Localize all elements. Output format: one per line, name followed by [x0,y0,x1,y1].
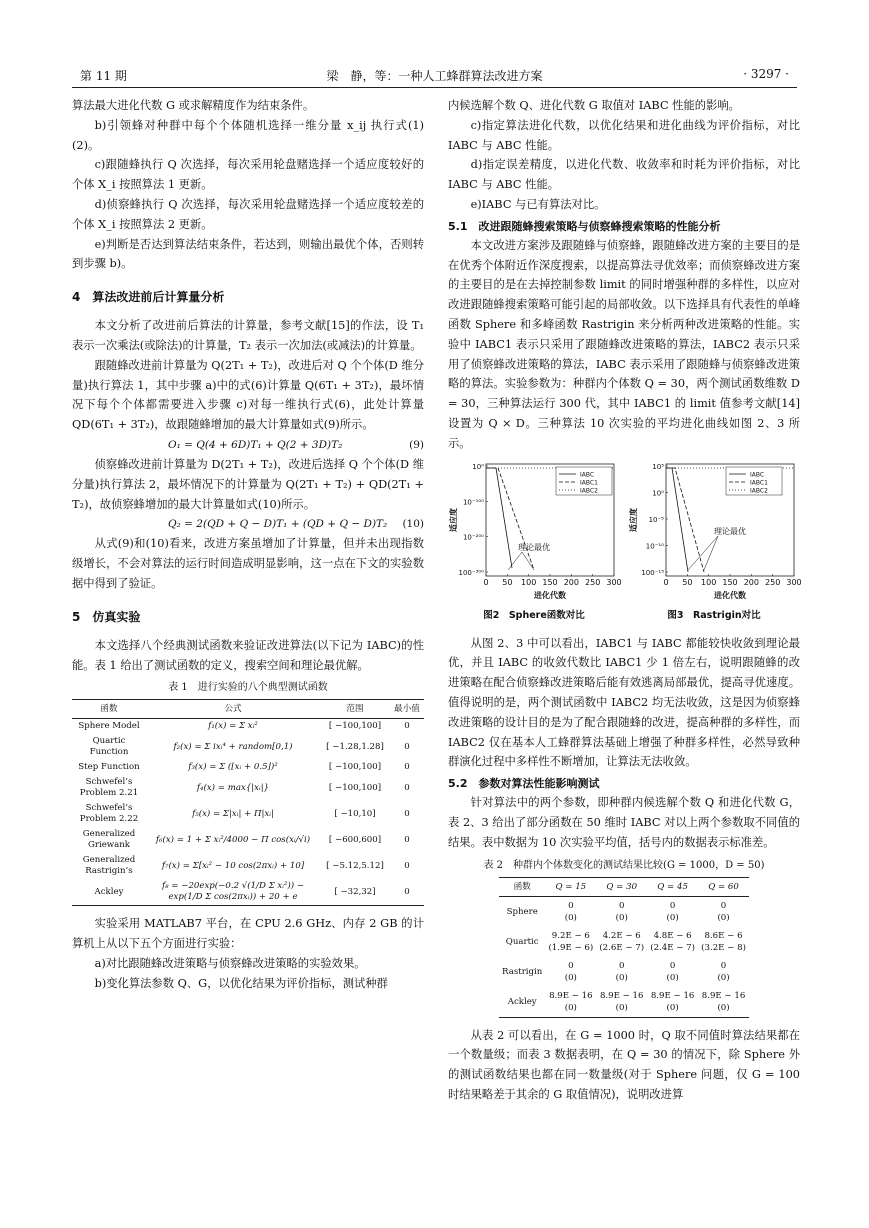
table-header: Q = 60 [698,877,749,896]
stddev: (0) [666,972,679,983]
value: 0 [669,900,676,911]
subsection-heading: 5.1 改进跟随蜂搜索策略与侦察蜂搜索策略的性能分析 [448,219,721,233]
cell-value [545,896,596,927]
section-heading: 4 算法改进前后计算量分析 [72,290,225,305]
series-line-iabc [486,468,512,568]
figure-caption: 图3 Rastrigin对比 [667,609,761,621]
value: 0 [618,960,625,971]
paragraph: b)引领蜂对种群中每个个体随机选择一维分量 x_ij 执行式(1)(2)。 [72,118,424,152]
stddev: (0) [717,1002,730,1013]
cell-formula: f₃(x) = Σ (⌊xᵢ + 0.5⌋)² [188,762,278,773]
left-column [72,96,424,994]
cell-name: Generalized Rastrigin’s [82,855,136,877]
y-tick-label: 100⁻³⁰⁰ [458,568,484,577]
value: 4.8E − 6 [653,930,692,941]
table-2 [499,877,749,1018]
cell-range: [ −1.28,1.28] [326,741,384,752]
table-row [72,760,424,775]
cell-value [698,927,749,957]
cell-value [647,957,698,987]
table-header: 公式 [146,700,320,719]
figure-3 [628,458,800,628]
stddev: (0) [564,972,577,983]
paragraph: 从表 2 可以看出，在 G = 1000 时，Q 取不同值时算法结果都在一个数量级；而表 3 数据表明，在 Q = 30 的情况下，除 Sphere 外的测试函数结果也都在同一数量级(对于 Sphere 问题，仅 G = 100 时结果略差于其余的 G 取值情况)，说明改进算 [448,1028,800,1101]
cell-min: 0 [390,879,424,906]
cell-value [596,896,647,927]
value: 0 [720,900,727,911]
table-header: Q = 45 [647,877,698,896]
cell-name: Schwefel’s Problem 2.22 [79,803,139,825]
stddev: (1.9E − 6) [548,942,594,953]
value: 0 [720,960,727,971]
cell-formula: f₅(x) = Σ|xᵢ| + Π|xᵢ| [192,808,274,819]
value: 0 [618,900,625,911]
cell-name: Generalized Griewank [82,829,136,851]
cell-value [647,987,698,1018]
y-tick-label: 10⁵ [652,462,664,471]
table-header: 函数 [499,877,545,896]
cell-value [596,927,647,957]
cell-value [698,896,749,927]
table-1-caption: 表 1 进行实验的八个典型测试函数 [168,682,328,694]
equation-body: Q₂ = 2(QD + Q − D)T₁ + (QD + Q − D)T₂ [168,518,388,531]
annotation-arrow [688,536,718,570]
y-axis-label: 适应度 [449,507,458,532]
series-line-iabc [666,468,688,572]
paragraph: 算法最大进化代数 G 或求解精度作为结束条件。 [72,99,315,112]
y-tick-label: 10⁰ [472,462,484,471]
x-tick-label: 100 [701,577,717,587]
equation-10 [72,514,424,534]
cell-formula: f₄(x) = max{|xᵢ|} [196,782,270,793]
cell-name: Step Function [78,762,140,773]
table-header: Q = 15 [545,877,596,896]
x-tick-label: 150 [542,577,558,587]
value: 9.2E − 6 [551,930,590,941]
table-row [72,719,424,735]
cell-value [545,927,596,957]
cell-name: Sphere Model [78,721,140,732]
value: 0 [568,900,574,911]
cell-name: Sphere [506,906,538,917]
table-header: 函数 [72,700,146,719]
paragraph: a)对比跟随蜂改进策略与侦察蜂改进策略的实验效果。 [94,956,366,970]
x-axis-label: 进化代数 [714,590,746,600]
annotation-label: 理论最优 [714,526,746,536]
y-tick-label: 10⁻¹⁰ [645,542,664,551]
sphere-chart [448,458,620,606]
value: 8.9E − 16 [650,990,695,1001]
stddev: (0) [564,912,577,923]
annotation-arrow [704,536,718,570]
stddev: (0) [615,1002,628,1013]
legend-label: IABC1 [750,479,768,487]
y-tick-label: 10⁻²⁰⁰ [462,533,484,542]
equation-body: O₁ = Q(4 + 6D)T₁ + Q(2 + 3D)T₂ [168,438,343,451]
running-header [72,63,797,88]
cell-min: 0 [404,860,410,871]
table-row [499,896,749,927]
table-row [72,801,424,827]
section-heading: 5 仿真实验 [72,609,141,624]
legend-label: IABC2 [580,487,598,495]
paragraph: c)指定算法进化代数，以优化结果和进化曲线为评价指标，对比 IABC 与 ABC 性能。 [448,118,800,152]
cell-min: 0 [404,741,410,752]
table-row [72,775,424,801]
cell-value [545,987,596,1018]
paragraph: d)侦察蜂执行 Q 次选择，每次采用轮盘赌选择一个适应度较差的个体 X_i 按照算法 2 更新。 [72,197,424,231]
page-number: · 3297 · [743,67,789,81]
x-tick-label: 50 [682,577,693,587]
issue-number: 第 11 期 [80,69,127,83]
cell-range: [ −10,10] [334,808,376,819]
cell-name: Ackley [499,987,545,1018]
cell-name: Quartic [505,936,539,947]
cell-formula: f₇(x) = Σ[xᵢ² − 10 cos(2πxᵢ) + 10] [161,860,305,871]
x-tick-label: 100 [521,577,537,587]
equation-number: (9) [409,438,424,451]
value: 8.9E − 16 [599,990,644,1001]
x-tick-label: 150 [722,577,738,587]
cell-value [647,896,698,927]
cell-range: [ −100,100] [328,721,382,732]
rastrigin-chart [628,458,800,606]
stddev: (0) [666,912,679,923]
table-row [499,927,749,957]
paragraph: d)指定误差精度，以进化代数、收敛率和时耗为评价指标，对比 IABC 与 ABC 性能。 [448,158,800,192]
x-tick-label: 0 [663,577,669,587]
table-2-caption: 表 2 种群内个体数变化的测试结果比较(G = 1000，D = 50) [483,859,765,871]
equation-9 [72,435,424,455]
equation-number: (10) [402,518,424,531]
cell-min: 0 [404,762,410,773]
series-line-iabc1 [666,468,704,572]
cell-formula: f₈ = −20exp(−0.2 √(1/D Σ xᵢ²)) − exp(1/D Σ cos(2πxᵢ)) + 20 + e [146,879,320,906]
paragraph: 针对算法中的两个参数，即种群内候选解个数 Q 和进化代数 G，表 2、3 给出了部分函数在 50 维时 IABC 对以上两个参数取不同值的结果。表中数据为 10 次实验平均值，括号内的数据表示标准差。 [448,796,800,849]
table-1 [72,699,424,906]
figures-row [448,458,800,628]
paragraph: e)判断是否达到算法结束条件，若达到，则输出最优个体，否则转到步骤 b)。 [72,237,424,271]
cell-name: Ackley [72,879,146,906]
cell-name: Schwefel’s Problem 2.21 [79,777,139,799]
cell-name: Rastrigin [502,966,543,977]
value: 8.6E − 6 [704,930,743,941]
x-tick-label: 300 [786,577,802,587]
paragraph: 本文改进方案涉及跟随蜂与侦察蜂，跟随蜂改进方案的主要目的是在优秀个体附近作深度搜索，以提高算法寻优效率；而侦察蜂改进方案的主要目的是在去掉控制参数 limit 的同时增强种群的多样性，以应对改进跟随蜂搜索策略可能引起的局部收敛。以下选择具有代表性的单峰函数 Sphere 和多峰函数 Rastrigin 来分析两种改进策略的性能。实验中 IABC1 表示只采用了跟随蜂改进策略的算法，IABC2 表示只采用了侦察蜂改进策略的算法，IABC 表示采用了跟随蜂与侦察蜂改进策略的算法。实验参数为：种群内个体数 Q = 30，两个测试函数维数 D = 30，三种算法运行 300 代，其中 IABC1 的 limit 值参考文献[14]设置为 Q × D。三种算法 10 次实验的平均进化曲线如图 2、3 所示。 [448,238,800,450]
cell-range: [ −32,32] [320,879,390,906]
cell-value [596,957,647,987]
x-axis-label: 进化代数 [534,590,566,600]
figure-2 [448,458,620,628]
cell-formula: f₂(x) = Σ ixᵢ⁴ + random[0,1) [173,741,293,752]
stddev: (3.2E − 8) [701,942,746,953]
cell-range: [ −100,100] [328,782,382,793]
cell-min: 0 [404,834,410,845]
stddev: (0) [615,972,628,983]
x-tick-label: 50 [502,577,513,587]
table-header: 范围 [320,700,390,719]
x-tick-label: 250 [765,577,781,587]
cell-value [698,987,749,1018]
cell-min: 0 [404,721,410,732]
paragraph: 本文分析了改进前后算法的计算量，参考文献[15]的作法，设 T₁ 表示一次乘法(或除法)的计算量，T₂ 表示一次加法(或减法)的计算量。 [72,319,424,352]
table-row [72,879,424,906]
table-row [72,853,424,879]
table-row [499,987,749,1018]
x-tick-label: 250 [585,577,601,587]
table-row [72,827,424,853]
stddev: (0) [717,912,730,923]
legend-label: IABC1 [580,479,598,487]
annotation-label: 理论最优 [518,542,550,552]
paragraph: 跟随蜂改进前计算量为 Q(2T₁ + T₂)，改进后对 Q 个个体(D 维分量)执行算法 1，其中步骤 a)中的式(6)计算量 Q(6T₁ + 3T₂)，最坏情况下每个个体都需要进入步骤 c)对每一维执行式(6)，此处计算量 QD(6T₁ + 3T₂)，故跟随蜂增加的最大计算量如式(9)所示。 [72,358,424,432]
cell-min: 0 [404,782,410,793]
paragraph: 实验采用 MATLAB7 平台，在 CPU 2.6 GHz、内存 2 GB 的计算机上从以下五个方面进行实验： [72,917,424,951]
subsection-heading: 5.2 参数对算法性能影响测试 [448,777,600,791]
paragraph: 侦察蜂改进前计算量为 D(2T₁ + T₂)，改进后选择 Q 个个体(D 维分量)执行算法 2，最坏情况下的计算量为 Q(2T₁ + T₂) + QD(2T₁ + T₂)，故侦察蜂增加的最大计算量如式(10)所示。 [72,457,424,511]
y-tick-label: 10⁻¹⁰⁰ [462,497,484,506]
x-tick-label: 200 [563,577,579,587]
stddev: (0) [564,1002,577,1013]
legend-label: IABC [750,471,765,479]
y-axis-label: 适应度 [629,507,638,532]
legend-label: IABC2 [750,487,768,495]
stddev: (2.6E − 7) [599,942,645,953]
y-tick-label: 100⁻¹⁵ [641,568,664,577]
table-header: 最小值 [390,700,424,719]
cell-range: [ −600,600] [328,834,382,845]
value: 8.9E − 16 [549,990,593,1001]
table-header: Q = 30 [596,877,647,896]
stddev: (2.4E − 7) [650,942,695,953]
x-tick-label: 300 [606,577,622,587]
stddev: (0) [615,912,628,923]
value: 8.9E − 16 [701,990,746,1001]
cell-value [647,927,698,957]
paragraph: 从式(9)和(10)看来，改进方案虽增加了计算量，但并未出现指数级增长，不会对算法的运行时间造成明显影响，这一点在下文的实验数据中得到了验证。 [72,537,424,590]
stddev: (0) [717,972,730,983]
cell-range: [ −5.12,5.12] [326,860,384,871]
paragraph: 本文选择八个经典测试函数来验证改进算法(以下记为 IABC)的性能。表 1 给出了测试函数的定义，搜索空间和理论最优解。 [72,638,424,672]
paragraph: 内候选解个数 Q、进化代数 G 取值对 IABC 性能的影响。 [448,99,740,112]
legend-label: IABC [580,471,595,479]
cell-value [545,957,596,987]
y-tick-label: 10⁰ [652,489,664,498]
cell-formula: f₆(x) = 1 + Σ xᵢ²/4000 − Π cos(xᵢ/√i) [155,834,311,845]
cell-min: 0 [404,808,410,819]
cell-value [698,957,749,987]
annotation-arrow [522,552,534,570]
table-row [72,734,424,760]
cell-range: [ −100,100] [328,762,382,773]
paragraph: 从图 2、3 中可以看出，IABC1 与 IABC 都能较快收敛到理论最优，并且 IABC 的收敛代数比 IABC1 少 1 倍左右，说明跟随蜂的改进策略在配合侦察蜂改进策略后能有效逃离局部最优，提高寻优速度。值得说明的是，两个测试函数中 IABC2 均无法收敛，这是因为侦察蜂改进策略的设计目的是为了配合跟随蜂的改进，提高种群的多样性，而 IABC2 仅在基本人工蜂群算法基础上增强了种群多样性，必然导致种群演化过程中多样性不断增加，让算法无法收敛。 [448,636,800,769]
x-tick-label: 200 [743,577,759,587]
running-title: 梁 静，等：一种人工蜂群算法改进方案 [326,69,543,83]
cell-name: Quartic Function [89,736,129,758]
value: 4.2E − 6 [602,930,641,941]
right-column [448,96,800,1105]
value: 0 [669,960,676,971]
value: 0 [568,960,574,971]
cell-formula: f₁(x) = Σ xᵢ² [208,721,258,732]
x-tick-label: 0 [483,577,489,587]
paragraph: c)跟随蜂执行 Q 次选择，每次采用轮盘赌选择一个适应度较好的个体 X_i 按照算法 1 更新。 [72,158,424,192]
stddev: (0) [666,1002,679,1013]
table-row [499,957,749,987]
cell-value [596,987,647,1018]
paragraph: e)IABC 与已有算法对比。 [470,197,606,211]
figure-caption: 图2 Sphere函数对比 [483,609,585,621]
y-tick-label: 10⁻⁵ [648,515,664,524]
paragraph: b)变化算法参数 Q、G，以优化结果为评价指标，测试种群 [94,976,388,990]
